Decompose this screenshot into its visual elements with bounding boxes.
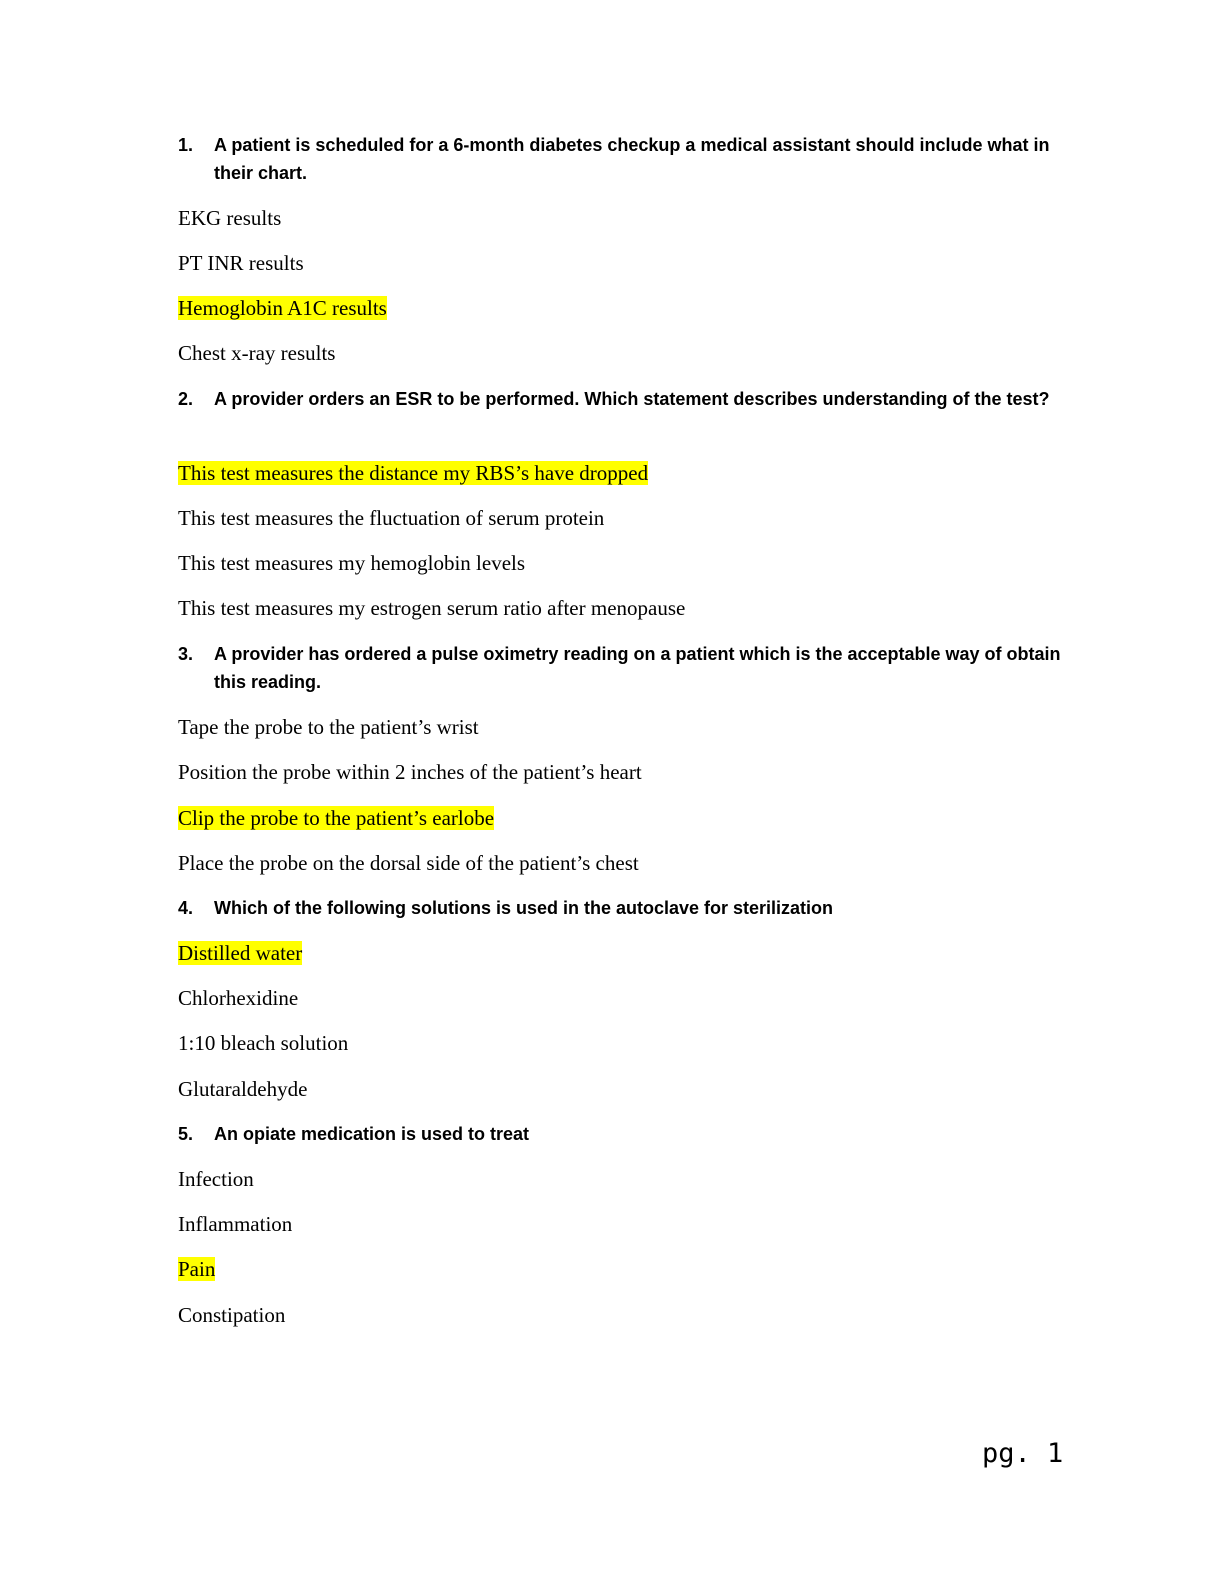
answer-text: PT INR results [178,251,304,275]
question-number: 5. [178,1124,194,1144]
question-number: 1. [178,135,194,155]
question-text: A provider orders an ESR to be performed. Which statement describes understanding of the test? [214,389,1050,409]
answer-option [178,249,304,277]
answer-option [178,549,525,577]
answer-option-correct [178,804,494,832]
answer-option [178,1210,292,1238]
answer-option [178,504,604,532]
answer-text: EKG results [178,206,282,230]
answer-text: 1:10 bleach solution [178,1031,349,1055]
highlighted-answer-text: This test measures the distance my RBS’s have dropped [178,461,649,485]
answer-option [178,984,298,1012]
answer-text: Place the probe on the dorsal side of the patient’s chest [178,851,639,875]
highlighted-answer-text: Distilled water [178,941,303,965]
answer-option [178,758,642,786]
answer-text: Chest x-ray results [178,341,336,365]
answer-text: This test measures my estrogen serum ratio after menopause [178,596,686,620]
question-2 [178,385,1078,413]
answer-option [178,713,479,741]
answer-text: Glutaraldehyde [178,1077,308,1101]
question-5 [178,1120,1078,1148]
answer-option [178,1165,254,1193]
question-text: An opiate medication is used to treat [214,1124,530,1144]
answer-option-correct [178,459,648,487]
question-1 [178,131,1078,187]
answer-text: Tape the probe to the patient’s wrist [178,715,479,739]
question-number: 3. [178,644,194,664]
answer-option [178,339,335,367]
answer-option [178,594,685,622]
answer-option-correct [178,294,387,322]
answer-text: This test measures my hemoglobin levels [178,551,526,575]
question-3 [178,640,1078,696]
answer-text: This test measures the fluctuation of serum protein [178,506,605,530]
question-number: 4. [178,898,194,918]
answer-text: Constipation [178,1303,286,1327]
answer-text: Infection [178,1167,254,1191]
page-number: pg. 1 [982,1438,1064,1469]
highlighted-answer-text: Pain [178,1257,216,1281]
answer-text: Inflammation [178,1212,293,1236]
answer-option [178,1075,307,1103]
question-text: Which of the following solutions is used in the autoclave for sterilization [214,898,834,918]
question-number: 2. [178,389,194,409]
answer-option-correct [178,939,302,967]
question-4 [178,894,1078,922]
highlighted-answer-text: Clip the probe to the patient’s earlobe [178,806,495,830]
question-text: A provider has ordered a pulse oximetry reading on a patient which is the acceptable way of obtain this reading. [214,644,1061,692]
answer-option [178,1301,285,1329]
answer-text: Chlorhexidine [178,986,299,1010]
answer-option [178,1029,348,1057]
answer-option [178,849,639,877]
answer-text: Position the probe within 2 inches of the patient’s heart [178,760,642,784]
answer-option [178,204,281,232]
highlighted-answer-text: Hemoglobin A1C results [178,296,387,320]
answer-option-correct [178,1255,215,1283]
question-text: A patient is scheduled for a 6-month diabetes checkup a medical assistant should include what in their chart. [214,135,1050,183]
